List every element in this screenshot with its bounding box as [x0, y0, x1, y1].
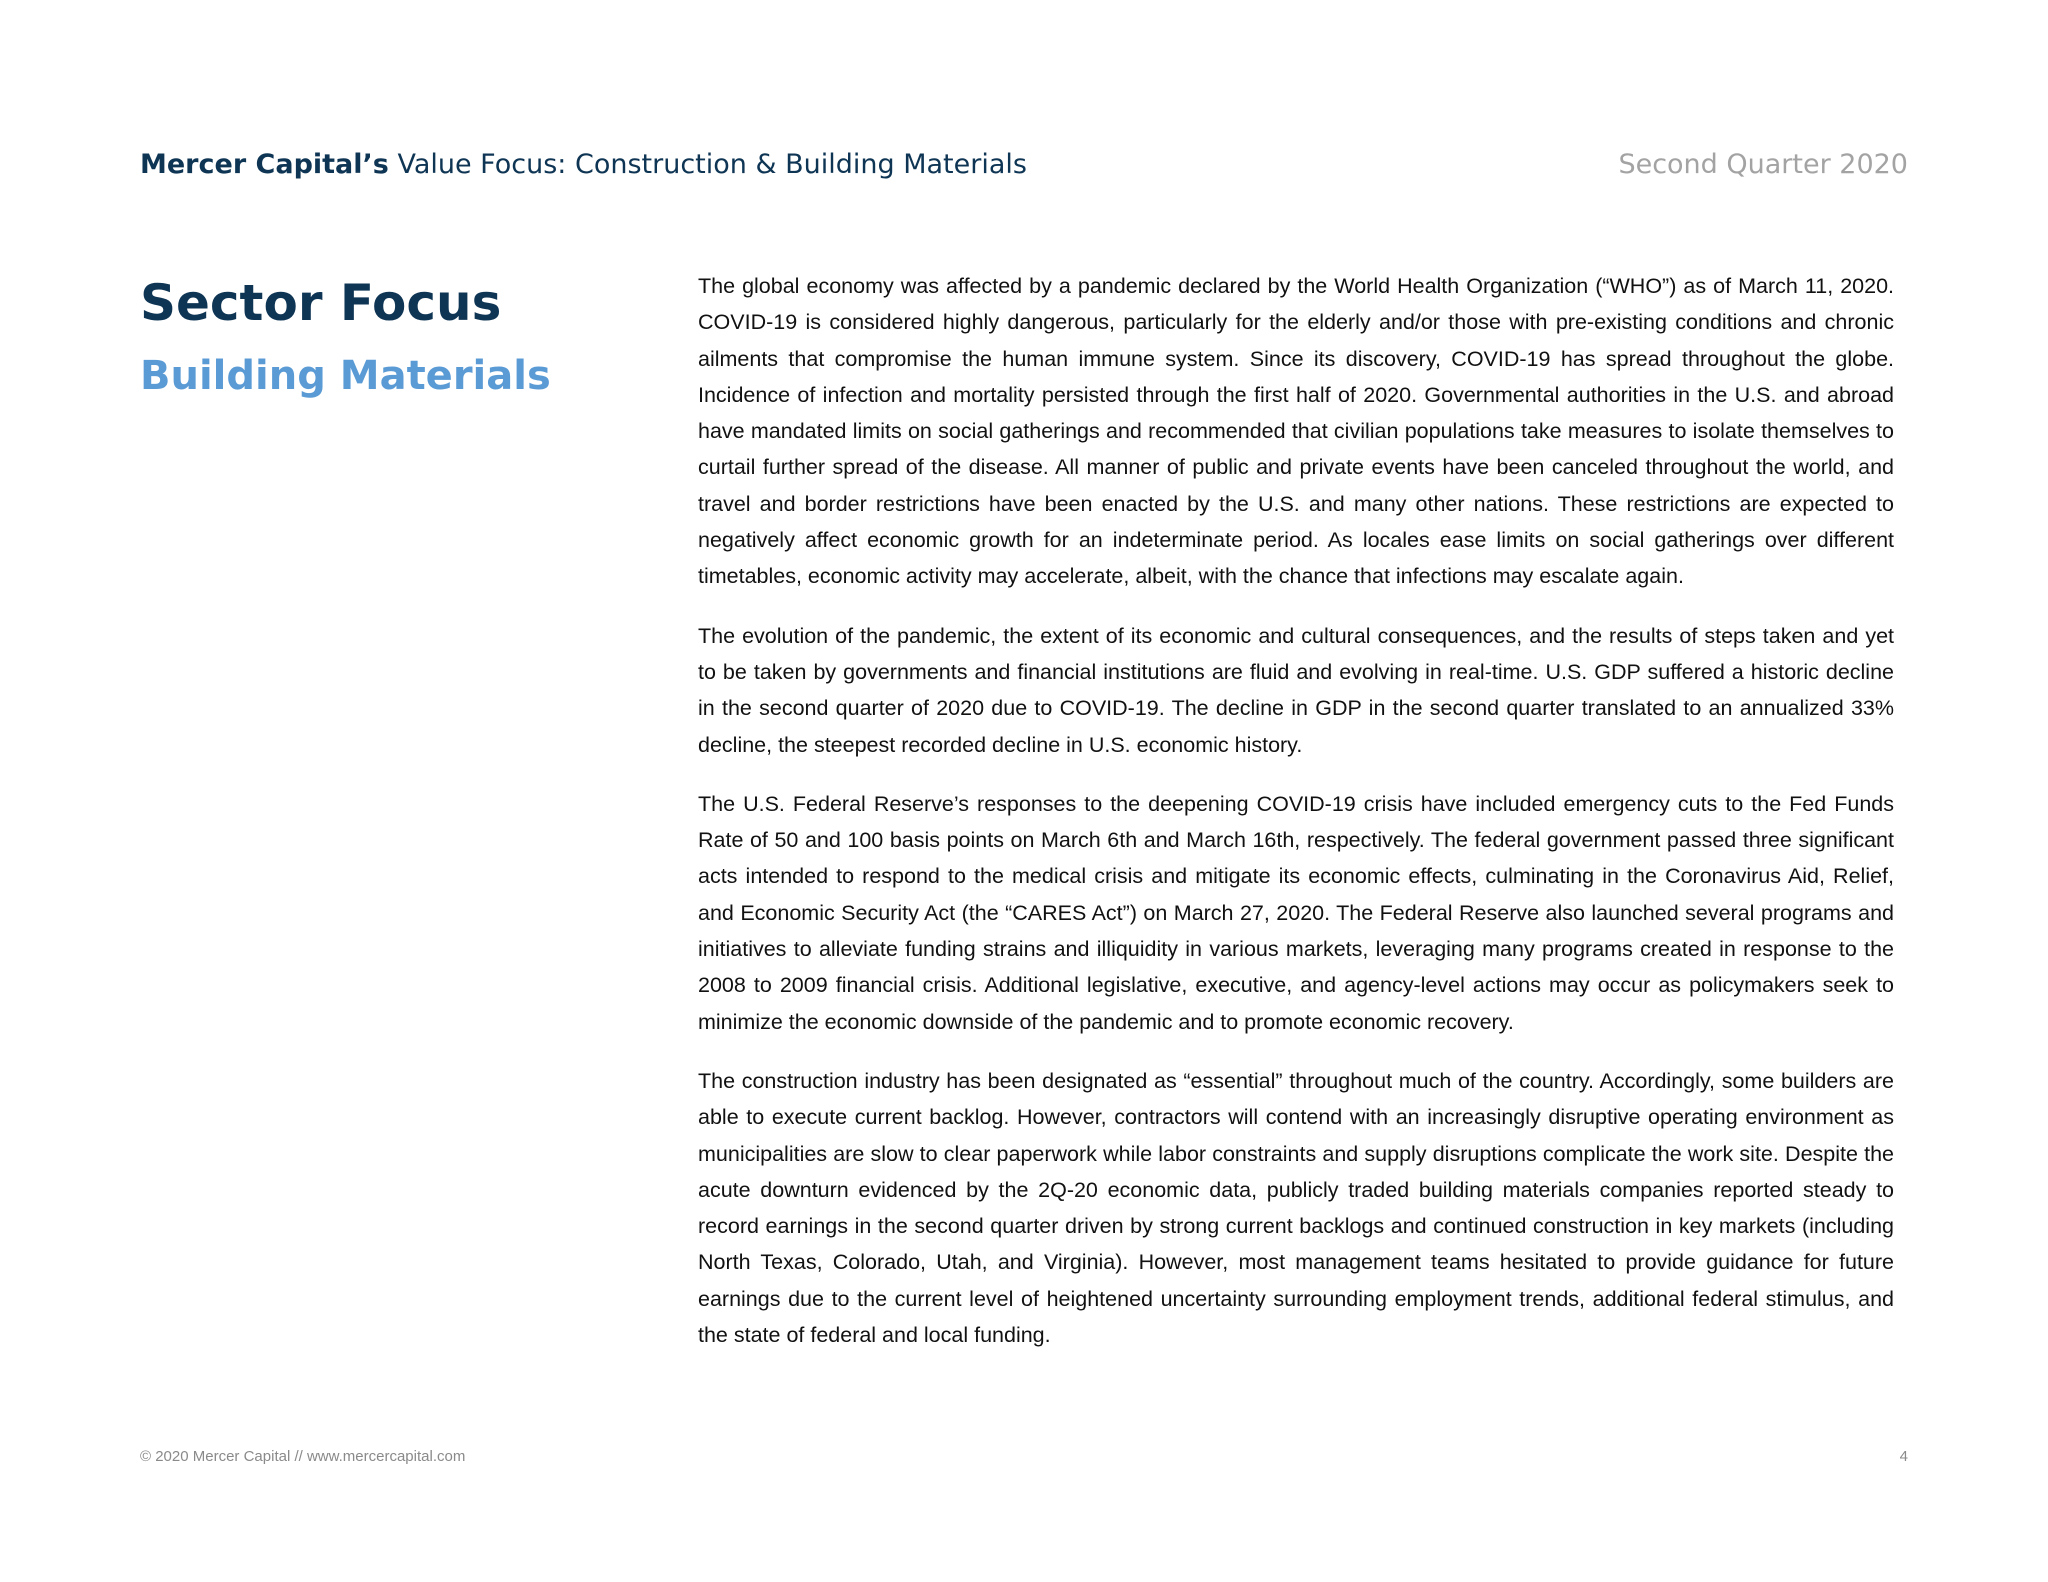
- body-paragraph: The U.S. Federal Reserve’s responses to the deepening COVID-19 crisis have included emergency cuts to the Fed Funds Rate of 50 and 100 basis points on March 6th and March 16th, respectively. The federal government passed three significant acts intended to respond to the medical crisis and mitigate its economic effects, culminating in the Coronavirus Aid, Relief, and Economic Security Act (the “CARES Act”) on March 27, 2020. The Federal Reserve also launched several programs and initiatives to alleviate funding strains and illiquidity in various markets, leveraging many programs created in response to the 2008 to 2009 financial crisis. Additional legislative, executive, and agency-level actions may occur as policymakers seek to minimize the economic downside of the pandemic and to promote economic recovery.: [698, 791, 1894, 1034]
- brand-name: Mercer Capital’s: [140, 148, 389, 180]
- publication-title: [140, 149, 1027, 180]
- section-sidebar: [140, 268, 660, 404]
- publication-name: Value Focus: Construction & Building Materials: [397, 148, 1027, 180]
- body-paragraph: The evolution of the pandemic, the extent of its economic and cultural consequences, and the results of steps taken and yet to be taken by governments and financial institutions are fluid and evolving in real-time. U.S. GDP suffered a historic decline in the second quarter of 2020 due to COVID-19. The decline in GDP in the second quarter translated to an annualized 33% decline, the steepest recorded decline in U.S. economic history.: [698, 623, 1894, 757]
- section-title: Sector Focus: [140, 274, 502, 332]
- section-subtitle: Building Materials: [140, 353, 551, 399]
- publication-period: Second Quarter 2020: [1618, 148, 1908, 180]
- article-body: [698, 268, 1894, 1376]
- body-paragraph: The global economy was affected by a pandemic declared by the World Health Organization (“WHO”) as of March 11, 2020. COVID-19 is considered highly dangerous, particularly for the elderly and/or those with pre-existing conditions and chronic ailments that compromise the human immune system. Since its discovery, COVID-19 has spread throughout the globe. Incidence of infection and mortality persisted through the first half of 2020. Governmental authorities in the U.S. and abroad have mandated limits on social gatherings and recommended that civilian populations take measures to isolate themselves to curtail further spread of the disease. All manner of public and private events have been canceled throughout the world, and travel and border restrictions have been enacted by the U.S. and many other nations. These restrictions are expected to negatively affect economic growth for an indeterminate period. As locales ease limits on social gatherings over different timetables, economic activity may accelerate, albeit, with the chance that infections may escalate again.: [698, 274, 1894, 589]
- page-footer: [140, 1444, 1908, 1468]
- page-header: [140, 142, 1908, 186]
- body-paragraph: The construction industry has been designated as “essential” throughout much of the country. Accordingly, some builders are able to execute current backlog. However, contractors will contend with an increasingly disruptive operating environment as municipalities are slow to clear paperwork while labor constraints and supply disruptions complicate the work site. Despite the acute downturn evidenced by the 2Q-20 economic data, publicly traded building materials companies reported steady to record earnings in the second quarter driven by strong current backlogs and continued construction in key markets (including North Texas, Colorado, Utah, and Virginia). However, most management teams hesitated to provide guidance for future earnings due to the current level of heightened uncertainty surrounding employment trends, additional federal stimulus, and the state of federal and local funding.: [698, 1068, 1894, 1348]
- footer-copyright: © 2020 Mercer Capital // www.mercercapital.com: [140, 1447, 466, 1465]
- page-number: 4: [1899, 1447, 1908, 1465]
